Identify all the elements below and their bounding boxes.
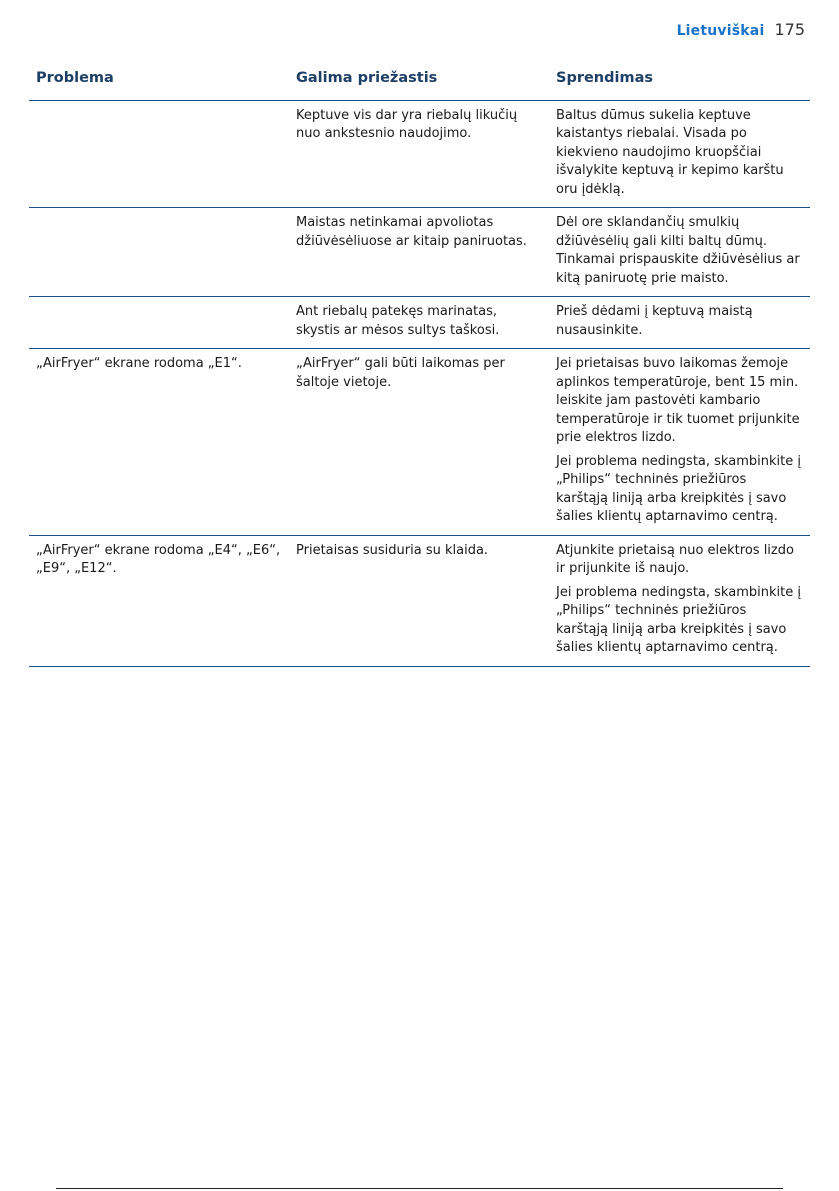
page-number: 175 [774, 20, 805, 39]
solution-cell [549, 297, 810, 348]
problem-cell [29, 297, 289, 348]
solution-paragraph: Jei problema nedingsta, skambinkite į „Philips“ techninės priežiūros karštąją liniją arba kreipkitės į savo šalies klientų aptarnavimo centrą. [556, 453, 801, 524]
problem-cell: „AirFryer“ ekrane rodoma „E4“, „E6“, „E9“, „E12“. [36, 542, 281, 576]
page-header [677, 20, 805, 39]
table-row [29, 297, 810, 349]
solution-cell [549, 208, 810, 296]
troubleshooting-table [29, 66, 810, 667]
column-header-problem: Problema [36, 70, 114, 86]
problem-cell [29, 208, 289, 296]
column-header-cause: Galima priežastis [296, 70, 438, 86]
solution-cell [549, 536, 810, 666]
column-header-solution: Sprendimas [556, 70, 654, 86]
footer-rule [56, 1188, 783, 1189]
language-label: Lietuviškai [676, 23, 765, 39]
cause-cell: „AirFryer“ gali būti laikomas per šaltoje vietoje. [296, 356, 505, 390]
solution-paragraph: Atjunkite prietaisą nuo elektros lizdo ir prijunkite iš naujo. [556, 542, 794, 576]
solution-paragraph: Prieš dėdami į keptuvą maistą nusausinkite. [556, 304, 753, 338]
solution-cell [549, 349, 810, 535]
table-row [29, 208, 810, 297]
cause-cell: Prietaisas susiduria su klaida. [296, 542, 489, 558]
cause-cell: Ant riebalų patekęs marinatas, skystis ar mėsos sultys taškosi. [296, 304, 500, 338]
solution-cell [549, 101, 810, 208]
solution-paragraph: Jei problema nedingsta, skambinkite į „Philips“ techninės priežiūros karštąją liniją arba kreipkitės į savo šalies klientų aptarnavimo centrą. [556, 584, 801, 655]
cause-cell: Maistas netinkamai apvoliotas džiūvėsėliuose ar kitaip paniruotas. [296, 215, 527, 249]
table-header-row [29, 66, 810, 101]
table-row [29, 536, 810, 667]
table-row [29, 349, 810, 536]
solution-paragraph: Baltus dūmus sukelia keptuve kaistantys riebalai. Visada po kiekvieno naudojimo kruopščiai išvalykite keptuvą ir kepimo karštu oru įdėklą. [556, 107, 784, 197]
problem-cell: „AirFryer“ ekrane rodoma „E1“. [36, 356, 242, 371]
table-row [29, 101, 810, 209]
problem-cell [29, 101, 289, 208]
cause-cell: Keptuve vis dar yra riebalų likučių nuo ankstesnio naudojimo. [296, 107, 518, 141]
solution-paragraph: Jei prietaisas buvo laikomas žemoje aplinkos temperatūroje, bent 15 min. leiskite jam pastovėti kambario temperatūroje ir tik tuomet prijunkite prie elektros lizdo. [556, 356, 800, 445]
solution-paragraph: Dėl ore sklandančių smulkių džiūvėsėlių gali kilti baltų dūmų. Tinkamai prispauskite džiūvėsėlius ar kitą paniruotę prie maisto. [556, 215, 800, 286]
